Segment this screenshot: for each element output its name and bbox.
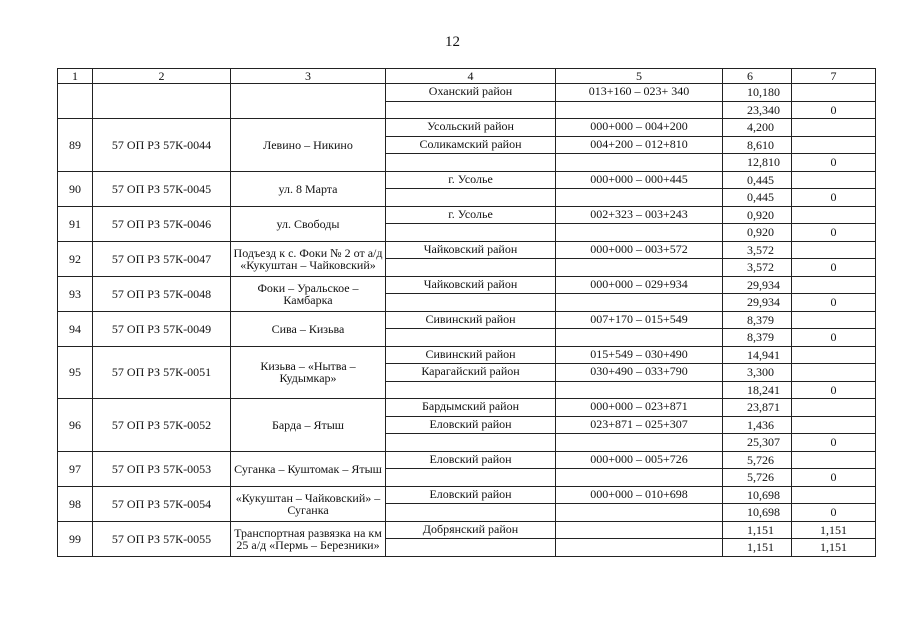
table-row	[58, 521, 876, 539]
road-code	[93, 84, 231, 119]
table-row	[58, 84, 876, 102]
total-cell: 0	[792, 504, 876, 522]
range-cell: 013+160 – 023+ 340	[556, 84, 723, 102]
total-cell	[792, 346, 876, 364]
length-cell: 5,726	[723, 451, 792, 469]
length-cell: 8,610	[723, 136, 792, 154]
length-cell: 3,572	[723, 241, 792, 259]
total-cell	[792, 311, 876, 329]
length-cell: 1,436	[723, 416, 792, 434]
total-cell: 0	[792, 189, 876, 207]
road-number: 95	[58, 346, 93, 399]
range-cell	[556, 329, 723, 347]
range-cell: 015+549 – 030+490	[556, 346, 723, 364]
range-cell: 007+170 – 015+549	[556, 311, 723, 329]
district-cell	[386, 224, 556, 242]
length-cell: 29,934	[723, 276, 792, 294]
column-header: 5	[556, 69, 723, 84]
table-row	[58, 311, 876, 329]
district-cell	[386, 259, 556, 277]
district-cell	[386, 539, 556, 557]
road-number: 93	[58, 276, 93, 311]
column-header: 2	[93, 69, 231, 84]
road-code: 57 ОП РЗ 57К-0052	[93, 399, 231, 452]
total-cell	[792, 451, 876, 469]
total-cell: 1,151	[792, 539, 876, 557]
total-cell	[792, 206, 876, 224]
total-cell	[792, 241, 876, 259]
district-cell: Карагайский район	[386, 364, 556, 382]
road-number: 97	[58, 451, 93, 486]
total-cell	[792, 486, 876, 504]
road-name: Подъезд к с. Фоки № 2 от а/д «Кукуштан – Чайковский»	[231, 241, 386, 276]
district-cell	[386, 154, 556, 172]
range-cell: 000+000 – 003+572	[556, 241, 723, 259]
range-cell: 000+000 – 023+871	[556, 399, 723, 417]
column-header: 1	[58, 69, 93, 84]
table-row	[58, 451, 876, 469]
length-cell: 3,300	[723, 364, 792, 382]
road-code: 57 ОП РЗ 57К-0048	[93, 276, 231, 311]
length-cell: 10,698	[723, 486, 792, 504]
district-cell: Еловский район	[386, 486, 556, 504]
range-cell	[556, 381, 723, 399]
range-cell: 000+000 – 000+445	[556, 171, 723, 189]
total-cell: 1,151	[792, 521, 876, 539]
district-cell: Чайковский район	[386, 241, 556, 259]
length-cell: 1,151	[723, 539, 792, 557]
total-cell: 0	[792, 434, 876, 452]
total-cell	[792, 399, 876, 417]
range-cell: 000+000 – 029+934	[556, 276, 723, 294]
district-cell	[386, 504, 556, 522]
district-cell: Сивинский район	[386, 311, 556, 329]
district-cell: Чайковский район	[386, 276, 556, 294]
district-cell	[386, 381, 556, 399]
district-cell: Еловский район	[386, 451, 556, 469]
table-row	[58, 276, 876, 294]
length-cell: 1,151	[723, 521, 792, 539]
length-cell: 23,871	[723, 399, 792, 417]
road-name: Барда – Ятыш	[231, 399, 386, 452]
range-cell	[556, 294, 723, 312]
district-cell	[386, 469, 556, 487]
road-name: Левино – Никино	[231, 119, 386, 172]
road-name: Кизьва – «Нытва – Кудымкар»	[231, 346, 386, 399]
road-number: 96	[58, 399, 93, 452]
district-cell: Оханский район	[386, 84, 556, 102]
road-code: 57 ОП РЗ 57К-0047	[93, 241, 231, 276]
range-cell	[556, 101, 723, 119]
length-cell: 8,379	[723, 311, 792, 329]
table-row	[58, 399, 876, 417]
road-code: 57 ОП РЗ 57К-0044	[93, 119, 231, 172]
range-cell: 030+490 – 033+790	[556, 364, 723, 382]
table-row	[58, 486, 876, 504]
range-cell: 002+323 – 003+243	[556, 206, 723, 224]
total-cell: 0	[792, 329, 876, 347]
total-cell: 0	[792, 101, 876, 119]
total-cell	[792, 416, 876, 434]
length-cell: 10,180	[723, 84, 792, 102]
road-number: 92	[58, 241, 93, 276]
range-cell	[556, 539, 723, 557]
district-cell: Бардымский район	[386, 399, 556, 417]
length-cell: 0,920	[723, 224, 792, 242]
length-cell: 23,340	[723, 101, 792, 119]
length-cell: 14,941	[723, 346, 792, 364]
total-cell	[792, 276, 876, 294]
road-number: 94	[58, 311, 93, 346]
length-cell: 5,726	[723, 469, 792, 487]
total-cell	[792, 136, 876, 154]
length-cell: 8,379	[723, 329, 792, 347]
total-cell	[792, 171, 876, 189]
total-cell: 0	[792, 294, 876, 312]
total-cell: 0	[792, 224, 876, 242]
road-name: «Кукуштан – Чайковский» – Суганка	[231, 486, 386, 521]
column-header: 3	[231, 69, 386, 84]
district-cell	[386, 189, 556, 207]
table-row	[58, 171, 876, 189]
column-header: 7	[792, 69, 876, 84]
road-number: 89	[58, 119, 93, 172]
district-cell	[386, 434, 556, 452]
road-code: 57 ОП РЗ 57К-0049	[93, 311, 231, 346]
road-number: 90	[58, 171, 93, 206]
range-cell	[556, 224, 723, 242]
district-cell: Еловский район	[386, 416, 556, 434]
length-cell: 3,572	[723, 259, 792, 277]
road-number	[58, 84, 93, 119]
district-cell: Соликамский район	[386, 136, 556, 154]
road-code: 57 ОП РЗ 57К-0046	[93, 206, 231, 241]
roads-table	[57, 68, 876, 557]
total-cell	[792, 84, 876, 102]
road-name: Суганка – Куштомак – Ятыш	[231, 451, 386, 486]
column-header: 4	[386, 69, 556, 84]
district-cell	[386, 329, 556, 347]
district-cell	[386, 101, 556, 119]
length-cell: 10,698	[723, 504, 792, 522]
page-number: 12	[445, 34, 460, 50]
district-cell: г. Усолье	[386, 171, 556, 189]
road-name: ул. Свободы	[231, 206, 386, 241]
range-cell	[556, 469, 723, 487]
road-number: 91	[58, 206, 93, 241]
district-cell: Сивинский район	[386, 346, 556, 364]
range-cell	[556, 189, 723, 207]
road-number: 98	[58, 486, 93, 521]
range-cell: 000+000 – 005+726	[556, 451, 723, 469]
total-cell: 0	[792, 469, 876, 487]
road-name	[231, 84, 386, 119]
table-row	[58, 241, 876, 259]
road-code: 57 ОП РЗ 57К-0045	[93, 171, 231, 206]
range-cell: 023+871 – 025+307	[556, 416, 723, 434]
range-cell	[556, 259, 723, 277]
range-cell: 004+200 – 012+810	[556, 136, 723, 154]
road-code: 57 ОП РЗ 57К-0053	[93, 451, 231, 486]
road-name: Сива – Кизьва	[231, 311, 386, 346]
range-cell	[556, 521, 723, 539]
range-cell: 000+000 – 010+698	[556, 486, 723, 504]
road-name: Фоки – Уральское – Камбарка	[231, 276, 386, 311]
road-code: 57 ОП РЗ 57К-0051	[93, 346, 231, 399]
range-cell	[556, 434, 723, 452]
district-cell: Усольский район	[386, 119, 556, 137]
length-cell: 12,810	[723, 154, 792, 172]
length-cell: 18,241	[723, 381, 792, 399]
total-cell: 0	[792, 381, 876, 399]
table-row	[58, 346, 876, 364]
column-header: 6	[723, 69, 792, 84]
road-code: 57 ОП РЗ 57К-0055	[93, 521, 231, 556]
total-cell: 0	[792, 154, 876, 172]
header-row	[58, 69, 876, 84]
district-cell: г. Усолье	[386, 206, 556, 224]
total-cell	[792, 364, 876, 382]
length-cell: 0,445	[723, 189, 792, 207]
length-cell: 0,920	[723, 206, 792, 224]
length-cell: 4,200	[723, 119, 792, 137]
road-number: 99	[58, 521, 93, 556]
road-code: 57 ОП РЗ 57К-0054	[93, 486, 231, 521]
range-cell	[556, 504, 723, 522]
length-cell: 29,934	[723, 294, 792, 312]
length-cell: 25,307	[723, 434, 792, 452]
table-row	[58, 119, 876, 137]
length-cell: 0,445	[723, 171, 792, 189]
table-row	[58, 206, 876, 224]
total-cell: 0	[792, 259, 876, 277]
district-cell: Добрянский район	[386, 521, 556, 539]
road-name: Транспортная развязка на км 25 а/д «Пермь – Березники»	[231, 521, 386, 556]
range-cell	[556, 154, 723, 172]
district-cell	[386, 294, 556, 312]
road-name: ул. 8 Марта	[231, 171, 386, 206]
total-cell	[792, 119, 876, 137]
range-cell: 000+000 – 004+200	[556, 119, 723, 137]
